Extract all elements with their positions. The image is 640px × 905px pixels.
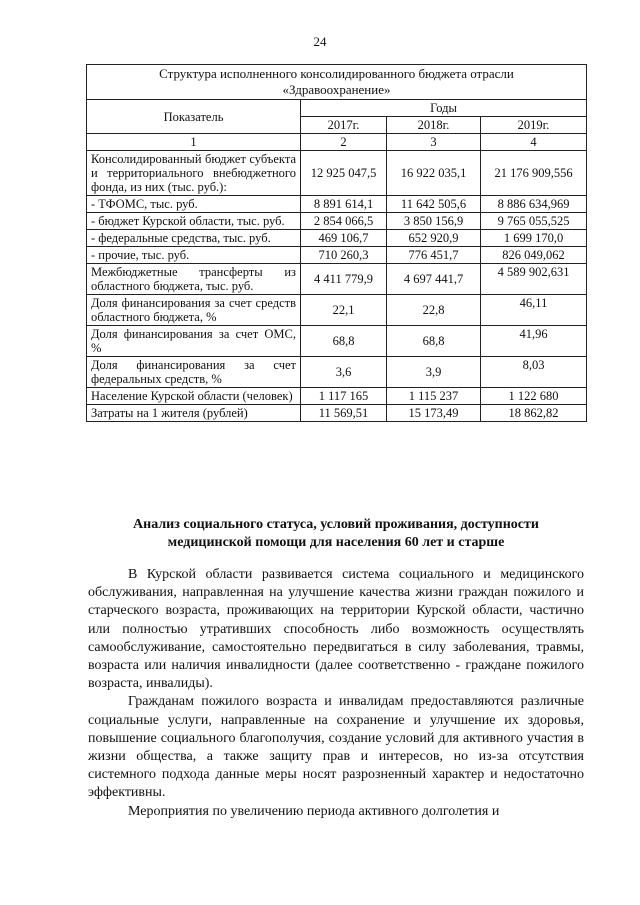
value-2017: 469 106,7 [301,230,387,247]
value-2019: 46,11 [481,295,587,326]
table-caption [87,65,587,100]
value-2017: 22,1 [301,295,387,326]
header-year-2018: 2018г. [387,117,481,134]
table-row [87,405,587,422]
table-row [87,295,587,326]
table-caption-line1: Структура исполненного консолидированного бюджета отрасли [159,66,514,81]
value-2017: 8 891 614,1 [301,196,387,213]
value-2017: 1 117 165 [301,388,387,405]
table-row [87,247,587,264]
row-label: Доля финансирования за счет ОМС, % [87,326,301,357]
body-text [88,566,584,821]
value-2018: 3,9 [387,357,481,388]
value-2019: 826 049,062 [481,247,587,264]
header-years: Годы [301,100,587,117]
value-2017: 4 411 779,9 [301,264,387,295]
header-row [87,100,587,117]
header-year-2019: 2019г. [481,117,587,134]
value-2018: 15 173,49 [387,405,481,422]
value-2018: 3 850 156,9 [387,213,481,230]
row-label: Доля финансирования за счет федеральных средств, % [87,357,301,388]
row-label: Межбюджетные трансферты из областного бюджета, тыс. руб. [87,264,301,295]
value-2017: 2 854 066,5 [301,213,387,230]
value-2018: 652 920,9 [387,230,481,247]
budget-structure-table [86,64,587,422]
row-label: Доля финансирования за счет средств областного бюджета, % [87,295,301,326]
table-row [87,326,587,357]
section-heading [86,516,586,552]
column-number: 4 [481,134,587,151]
value-2017: 12 925 047,5 [301,151,387,196]
section-heading-line1: Анализ социального статуса, условий проживания, доступности [133,517,539,532]
table-row [87,264,587,295]
paragraph: Гражданам пожилого возраста и инвалидам предоставляются различные социальные услуги, направленные на сохранение и улучшение их здоровья, повышение социального благополучия, создание условий для активного участия в жизни общества, а также защиту прав и интересов, но из-за отсутствия системного подхода данные меры носят разрозненный характер и недостаточно эффективны. [88,694,584,801]
table-row [87,151,587,196]
table-row [87,196,587,213]
value-2019: 21 176 909,556 [481,151,587,196]
row-label: Затраты на 1 жителя (рублей) [87,405,301,422]
value-2018: 68,8 [387,326,481,357]
paragraph: Мероприятия по увеличению периода активного долголетия и [128,803,500,819]
section-heading-line2: медицинской помощи для населения 60 лет и старше [167,535,505,550]
value-2017: 11 569,51 [301,405,387,422]
page-number: 24 [313,34,327,49]
value-2018: 4 697 441,7 [387,264,481,295]
value-2019: 9 765 055,525 [481,213,587,230]
value-2018: 1 115 237 [387,388,481,405]
column-number: 1 [87,134,301,151]
value-2019: 1 699 170,0 [481,230,587,247]
paragraph: В Курской области развивается система социального и медицинского обслуживания, направленная на улучшение качества жизни граждан пожилого и старческого возраста, проживающих на территории Курской области, частично или полностью утративших способность либо возможность осуществлять самообслуживание, самостоятельно передвигаться в силу заболевания, травмы, возраста или наличия инвалидности (далее соответственно - граждане пожилого возраста, инвалиды). [88,567,584,692]
row-label: - ТФОМС, тыс. руб. [87,196,301,213]
header-year-2017: 2017г. [301,117,387,134]
value-2019: 8 886 634,969 [481,196,587,213]
value-2017: 710 260,3 [301,247,387,264]
value-2018: 16 922 035,1 [387,151,481,196]
column-number: 3 [387,134,481,151]
value-2018: 776 451,7 [387,247,481,264]
row-label: - прочие, тыс. руб. [87,247,301,264]
value-2019: 8,03 [481,357,587,388]
value-2017: 3,6 [301,357,387,388]
value-2019: 4 589 902,631 [481,264,587,295]
column-numbers-row [87,134,587,151]
value-2018: 22,8 [387,295,481,326]
header-indicator: Показатель [87,100,301,134]
table-row [87,388,587,405]
table-row [87,230,587,247]
value-2019: 1 122 680 [481,388,587,405]
row-label: - федеральные средства, тыс. руб. [87,230,301,247]
table-caption-row [87,65,587,100]
column-number: 2 [301,134,387,151]
row-label: Консолидированный бюджет субъекта и территориального внебюджетного фонда, из них (тыс. руб.): [87,151,301,196]
row-label: Население Курской области (человек) [87,388,301,405]
table-row [87,213,587,230]
value-2017: 68,8 [301,326,387,357]
value-2019: 18 862,82 [481,405,587,422]
row-label: - бюджет Курской области, тыс. руб. [87,213,301,230]
value-2018: 11 642 505,6 [387,196,481,213]
table-row [87,357,587,388]
table-caption-line2: «Здравоохранение» [282,82,391,97]
value-2019: 41,96 [481,326,587,357]
